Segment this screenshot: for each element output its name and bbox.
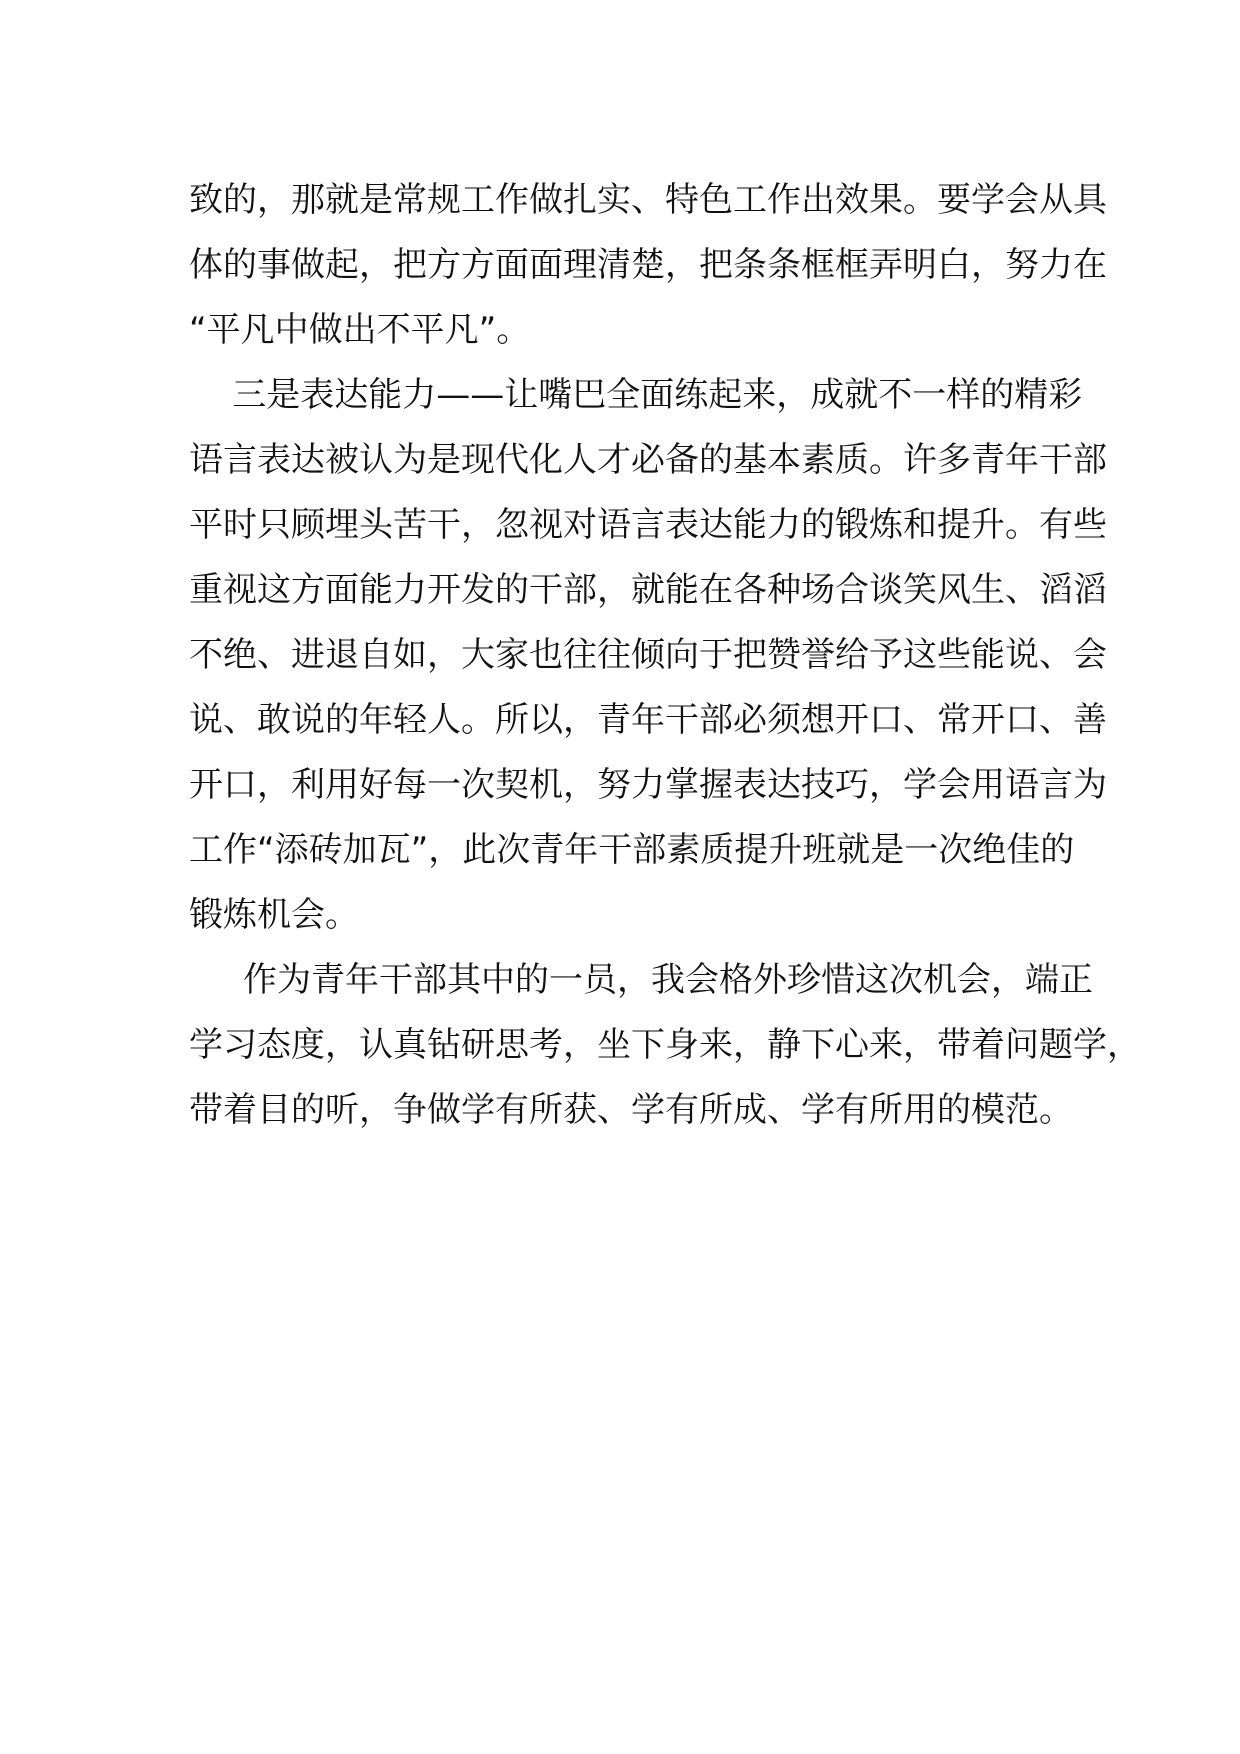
text-line: 语言表达被认为是现代化人才必备的基本素质。许多青年干部 <box>189 440 1107 480</box>
text-line: 开口，利用好每一次契机，努力掌握表达技巧，学会用语言为 <box>189 765 1107 805</box>
text-line: 体的事做起，把方方面面理清楚，把条条框框弄明白，努力在 <box>189 245 1107 285</box>
text-line: 工作“添砖加瓦”，此次青年干部素质提升班就是一次绝佳的 <box>189 830 1075 870</box>
body-text <box>189 168 1141 1143</box>
text-line: 致的，那就是常规工作做扎实、特色工作出效果。要学会从具 <box>189 180 1107 220</box>
text-line: “平凡中做出不平凡”。 <box>189 310 531 350</box>
text-line: 重视这方面能力开发的干部，就能在各种场合谈笑风生、滔滔 <box>189 570 1107 610</box>
paragraph-start-line: 作为青年干部其中的一员，我会格外珍惜这次机会，端正 <box>189 960 1094 1000</box>
text-line: 带着目的听，争做学有所获、学有所成、学有所用的模范。 <box>189 1090 1073 1130</box>
paragraph-heading-line: 三是表达能力——让嘴巴全面练起来，成就不一样的精彩 <box>189 375 1083 415</box>
text-line: 说、敢说的年轻人。所以，青年干部必须想开口、常开口、善 <box>189 700 1107 740</box>
text-line: 学习态度，认真钻研思考，坐下身来，静下心来，带着问题学， <box>189 1025 1141 1065</box>
text-line: 不绝、进退自如，大家也往往倾向于把赞誉给予这些能说、会 <box>189 635 1107 675</box>
text-line: 平时只顾埋头苦干，忽视对语言表达能力的锻炼和提升。有些 <box>189 505 1107 545</box>
text-line: 锻炼机会。 <box>189 895 359 935</box>
